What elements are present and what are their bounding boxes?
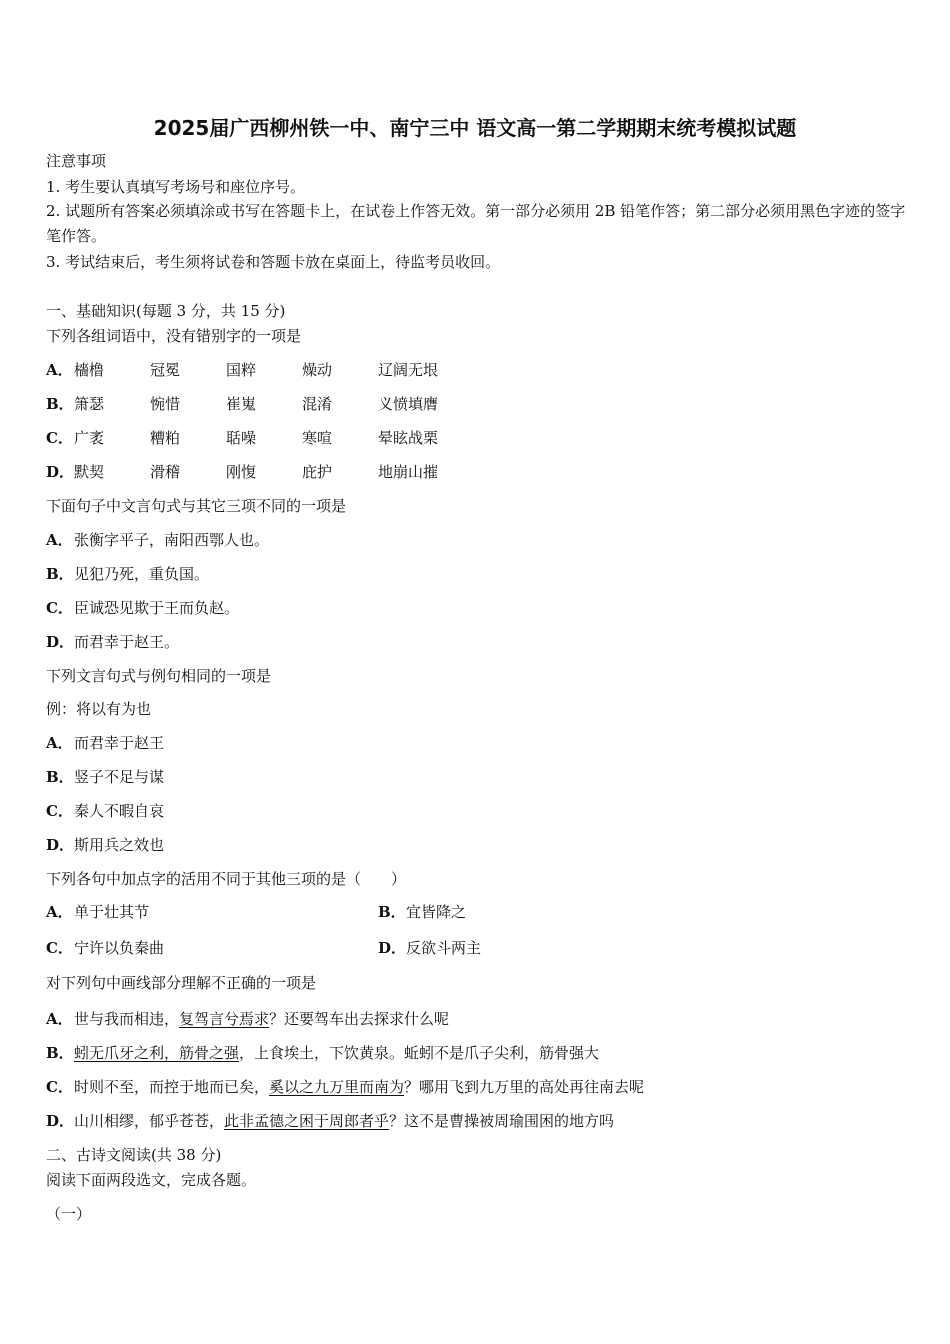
option-text: 臣诚恐见欺于王而负赵。 [74,599,240,617]
word: 糟粕 [150,429,181,447]
option-letter: C． [46,429,73,447]
option-letter: C． [46,1078,73,1096]
option-letter: C． [46,802,73,820]
q4-option-d[interactable] [378,938,481,958]
option-letter: A． [46,903,73,921]
q5-option-c[interactable] [46,1077,644,1097]
q1-stem: 下列各组词语中，没有错别字的一项是 [46,327,302,345]
word: 聒噪 [226,429,257,447]
word: 广袤 [74,429,105,447]
option-letter: D． [46,633,75,651]
word: 冠冕 [150,361,181,379]
word: 地崩山摧 [378,463,439,481]
word: 庇护 [302,463,333,481]
word: 晕眩战栗 [378,429,439,447]
notice-item-2: 2. 试题所有答案必须填涂或书写在答题卡上，在试卷上作答无效。第一部分必须用 2B 铅笔作答；第二部分必须用黑色字迹的签字笔作答。 [46,202,906,245]
option-letter: C． [46,939,73,957]
q3-stem: 下列文言句式与例句相同的一项是 [46,667,272,685]
notice-item-1: 1. 考生要认真填写考场号和座位序号。 [46,178,306,196]
word: 檣橹 [74,361,105,379]
word: 箫瑟 [74,395,105,413]
option-text: 而君幸于赵王 [74,734,165,752]
option-text: 竖子不足与谋 [74,768,165,786]
option-text: 而君幸于赵王。 [74,633,180,651]
q2-option-b[interactable] [46,564,209,584]
q4-stem: 下列各句中加点字的活用不同于其他三项的是（ ） [46,870,407,888]
word: 国粹 [226,361,257,379]
q5-option-d[interactable] [46,1111,614,1131]
q2-stem: 下面句子中文言句式与其它三项不同的一项是 [46,497,347,515]
option-post: ，上食埃土，下饮黄泉。蚯蚓不是爪子尖利，筋骨强大 [239,1044,600,1062]
word: 辽阔无垠 [378,361,439,379]
q5-stem: 对下列句中画线部分理解不正确的一项是 [46,974,317,992]
section2-instruction: 阅读下面两段选文，完成各题。 [46,1171,257,1189]
option-letter: B． [46,395,74,413]
option-letter: B． [378,903,406,921]
section1-heading: 一、基础知识(每题 3 分，共 15 分) [46,302,286,320]
word: 燥动 [302,361,333,379]
q2-option-c[interactable] [46,598,239,618]
option-letter: A． [46,734,73,752]
word: 默契 [74,463,105,481]
word: 寒喧 [302,429,333,447]
option-pre: 山川相缪，郁乎苍苍， [74,1112,225,1130]
option-letter: C． [46,599,73,617]
q3-option-b[interactable] [46,767,164,787]
option-text: 反欲斗两主 [406,939,482,957]
q2-option-d[interactable] [46,632,179,652]
q5-option-b[interactable] [46,1043,599,1063]
q1-option-b[interactable] [46,394,438,414]
option-text: 单于壮其节 [74,903,150,921]
section2-heading: 二、古诗文阅读(共 38 分) [46,1146,222,1164]
option-letter: D． [378,939,407,957]
word: 滑稽 [150,463,181,481]
notice-heading: 注意事项 [46,152,107,170]
q4-option-a[interactable] [46,902,149,922]
option-letter: D． [46,463,75,481]
word: 混淆 [302,395,333,413]
option-text: 见犯乃死，重负国。 [74,565,210,583]
q2-option-a[interactable] [46,530,269,550]
option-text: 宜皆降之 [406,903,467,921]
option-letter: D． [46,1112,75,1130]
option-text: 张衡字平子，南阳西鄂人也。 [74,531,270,549]
underlined-text: 奚以之九万里而南为 [269,1078,405,1096]
q3-option-c[interactable] [46,801,164,821]
option-letter: A． [46,361,73,379]
word: 崔嵬 [226,395,257,413]
underlined-text: 蚓无爪牙之利，筋骨之强 [74,1044,240,1062]
word: 义愤填膺 [378,395,439,413]
option-pre: 世与我而相违， [74,1010,180,1028]
q3-option-d[interactable] [46,835,164,855]
option-pre: 时则不至，而控于地而已矣， [74,1078,270,1096]
option-post: ？哪用飞到九万里的高处再往南去呢 [404,1078,645,1096]
option-letter: A． [46,1010,73,1028]
word: 刚愎 [226,463,257,481]
notice-item-3: 3. 考试结束后，考生须将试卷和答题卡放在桌面上，待监考员收回。 [46,253,501,271]
page-title: 2025届广西柳州铁一中、南宁三中 语文高一第二学期期末统考模拟试题 [153,116,797,140]
q1-option-d[interactable] [46,462,438,482]
option-post: ？这不是曹操被周瑜围困的地方吗 [389,1112,615,1130]
option-post: ？还要驾车出去探求什么呢 [269,1010,450,1028]
option-letter: D． [46,836,75,854]
q4-option-c[interactable] [46,938,164,958]
option-letter: B． [46,768,74,786]
underlined-text: 复驾言兮焉求 [179,1010,270,1028]
word: 惋惜 [150,395,181,413]
underlined-text: 此非孟德之困于周郎者乎 [224,1112,390,1130]
q4-option-b[interactable] [378,902,466,922]
q1-option-a[interactable] [46,360,438,380]
option-letter: A． [46,531,73,549]
option-letter: B． [46,565,74,583]
option-letter: B． [46,1044,74,1062]
option-text: 秦人不暇自哀 [74,802,165,820]
q3-option-a[interactable] [46,733,164,753]
q5-option-a[interactable] [46,1009,449,1029]
option-text: 宁许以负秦曲 [74,939,165,957]
section2-part-label: （一） [46,1205,92,1223]
q1-option-c[interactable] [46,428,438,448]
option-text: 斯用兵之效也 [74,836,165,854]
q3-example: 例：将以有为也 [46,700,152,718]
